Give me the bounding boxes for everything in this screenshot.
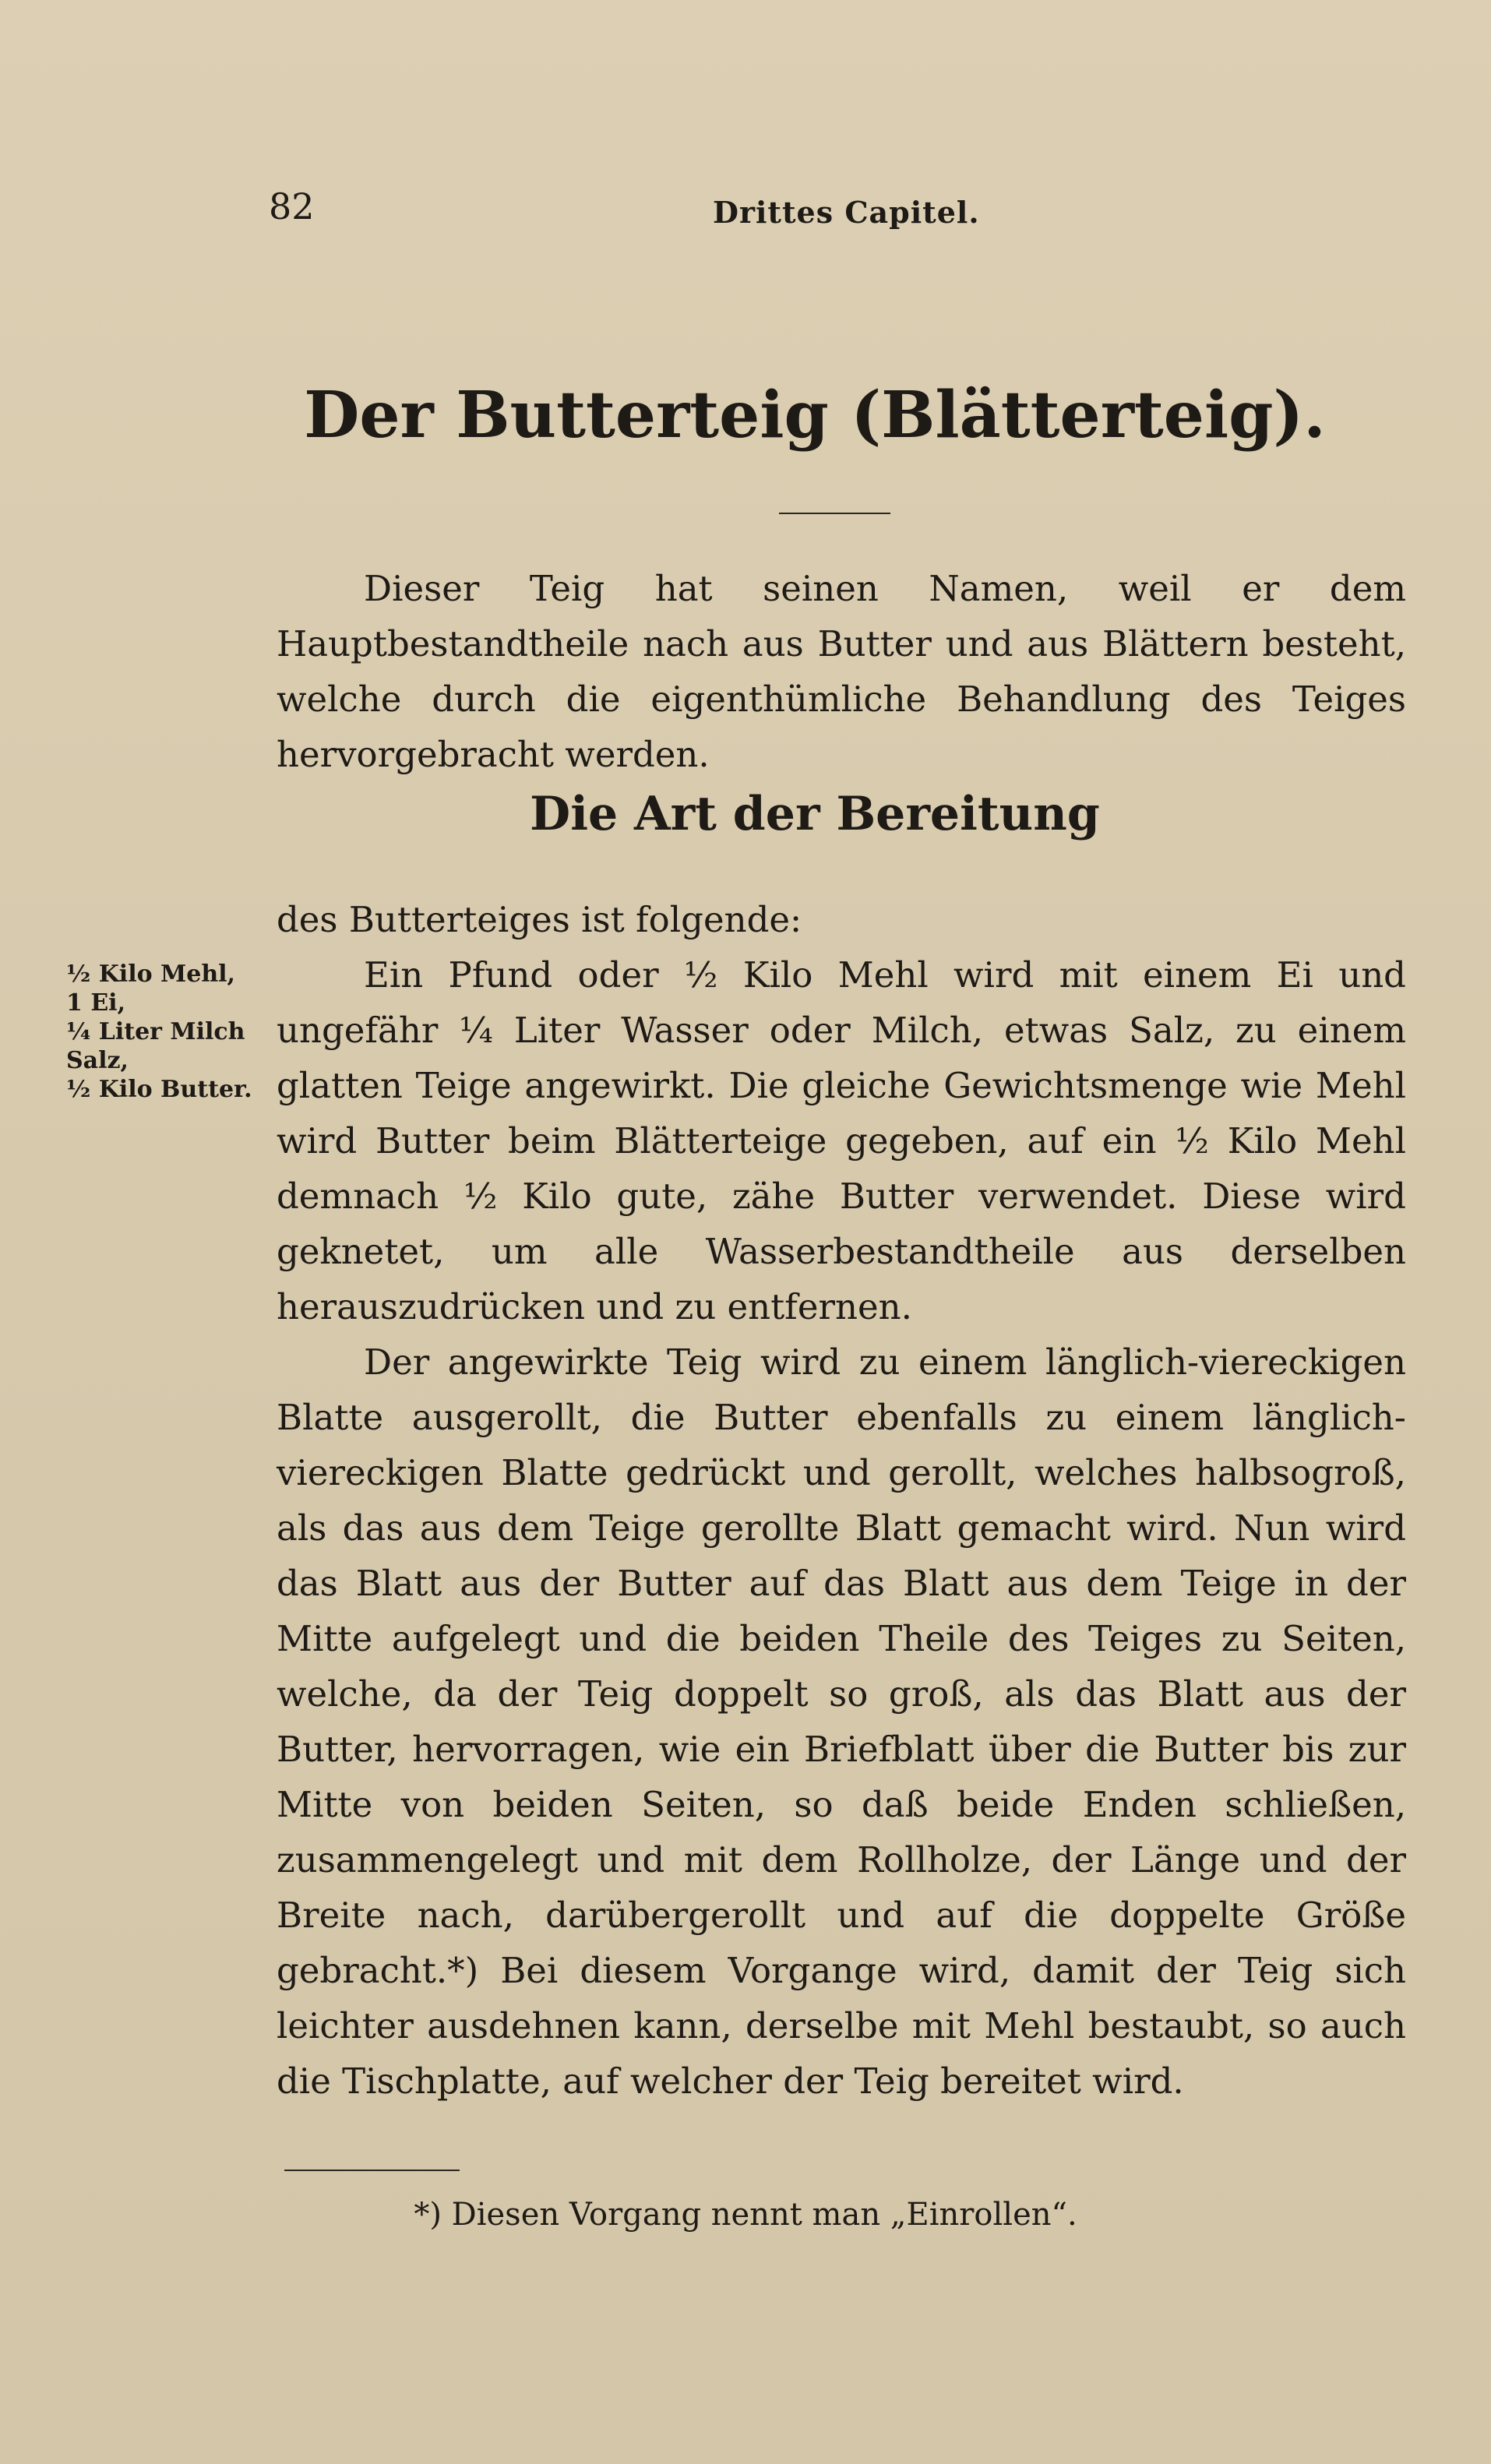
footnote-divider [284, 2170, 460, 2171]
paragraph-2: Der angewirkte Teig wird zu einem länglich-viereckigen Blatte ausgerollt, die Butter ebenfalls zu einem länglich-viereckigen Blatte gedrückt und gerollt, welches halbsogroß, als das aus dem Teige gerollte Blatt gemacht wird. Nun wird das Blatt aus der Butter auf das Blatt aus dem Teige in der Mitte aufgelegt und die beiden Theile des Teiges zu Seiten, welche, da der Teig doppelt so groß, als das Blatt aus der Butter, hervorragen, wie ein Briefblatt über die Butter bis zur Mitte von beiden Seiten, so daß beide Enden schließen, zusammengelegt und mit dem Rollholze, der Länge und der Breite nach, darübergerollt und auf die doppelte Größe gebracht.*) Bei diesem Vorgange wird, damit der Teig sich leichter ausdehnen kann, derselbe mit Mehl bestaubt, so auch die Tischplatte, auf welcher der Teig bereitet wird. [277, 1341, 1406, 2102]
running-title: Drittes Capitel. [713, 195, 980, 230]
intro-block [277, 561, 1406, 782]
margin-note-milk: ¼ Liter Milch [66, 1018, 245, 1045]
intro-paragraph: Dieser Teig hat seinen Namen, weil er dem Hauptbestandtheile nach aus Butter und aus Blättern besteht, welche durch die eigenthümliche Behandlung des Teiges hervorgebracht werden. [277, 568, 1406, 775]
page-number: 82 [269, 185, 315, 227]
chapter-title: Der Butterteig (Blätterteig). [304, 378, 1326, 453]
margin-note-butter: ½ Kilo Butter. [66, 1076, 252, 1103]
margin-note-salt: Salz, [66, 1047, 129, 1074]
margin-note-egg: 1 Ei, [66, 989, 126, 1017]
body-text [277, 892, 1406, 2109]
section-subtitle: Die Art der Bereitung [530, 787, 1100, 841]
ingredient-margin-notes [66, 960, 284, 1104]
margin-note-flour: ½ Kilo Mehl, [66, 961, 236, 988]
lead-line: des Butterteiges ist folgende: [277, 899, 802, 940]
paragraph-1: Ein Pfund oder ½ Kilo Mehl wird mit einem Ei und ungefähr ¼ Liter Wasser oder Milch, etwas Salz, zu einem glatten Teige angewirkt. Die gleiche Gewichtsmenge wie Mehl wird Butter beim Blätterteige gegeben, auf ein ½ Kilo Mehl demnach ½ Kilo gute, zähe Butter verwendet. Diese wird geknetet, um alle Wasserbestandtheile aus derselben herauszudrücken und zu entfernen. [277, 954, 1406, 1327]
footnote: *) Diesen Vorgang nennt man „Einrollen“. [414, 2197, 1077, 2233]
title-divider [779, 513, 890, 514]
